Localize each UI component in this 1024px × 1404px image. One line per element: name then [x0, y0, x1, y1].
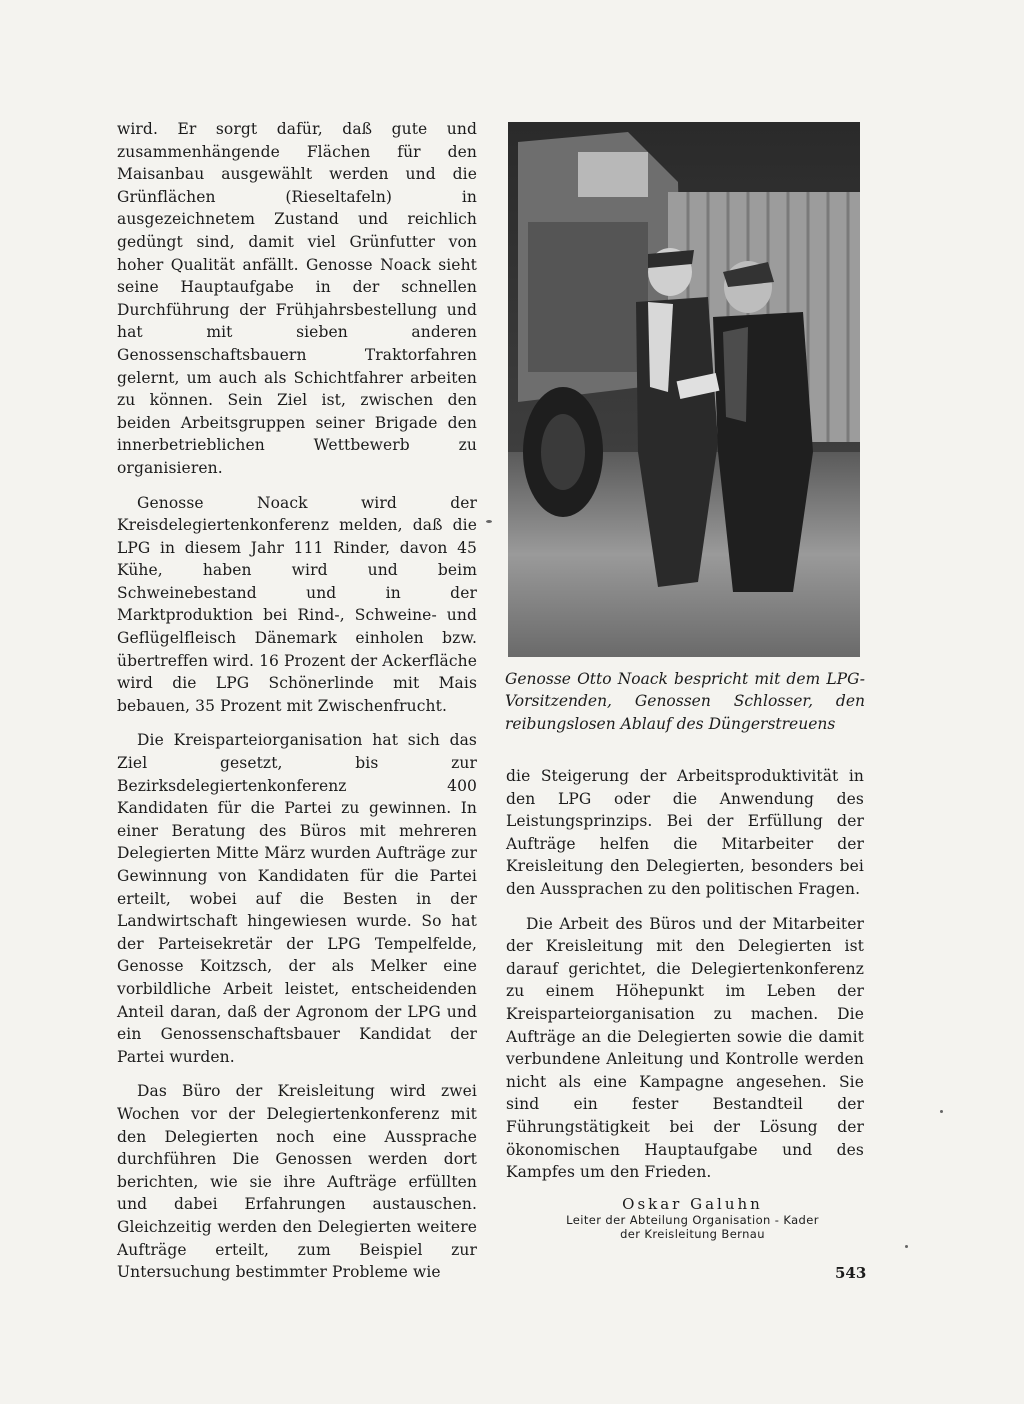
right-text-column	[506, 765, 864, 1196]
photo-caption: Genosse Otto Noack bespricht mit dem LPG-Vorsitzenden, Genossen Schlosser, den reibungslosen Ablauf des Düngerstreuens	[505, 670, 865, 733]
news-photo	[508, 122, 860, 657]
page-number: 543	[835, 1264, 867, 1282]
paragraph: die Steigerung der Arbeitsproduktivität in den LPG oder die Anwendung des Leistungsprinzips. Bei der Erfüllung der Aufträge helfen die Mitarbeiter der Kreisleitung den Delegierten, besonders bei den Aussprachen zu den politischen Fragen.	[506, 767, 864, 898]
scan-speck	[486, 520, 492, 523]
paragraph: Die Arbeit des Büros und der Mitarbeiter der Kreisleitung mit den Delegierten ist darauf gerichtet, die Delegiertenkonferenz zu einem Höhepunkt im Leben der Kreisparteiorganisation zu machen. Die Aufträge an die Delegierten sowie die damit verbundene Anleitung und Kontrolle werden nicht als eine Kampagne angesehen. Sie sind ein fester Bestandteil der Führungstätigkeit bei der Lösung der ökonomischen Hauptaufgabe und des Kampfes um den Frieden.	[506, 914, 864, 1182]
author-title-line2: der Kreisleitung Bernau	[620, 1227, 765, 1241]
left-text-column	[117, 118, 477, 1296]
scan-speck	[940, 1110, 943, 1113]
paragraph: Das Büro der Kreisleitung wird zwei Wochen vor der Delegiertenkonferenz mit den Delegierten noch eine Aussprache durchführen Die Genossen werden dort berichten, wie sie ihre Aufträge erfüllten und dabei Erfahrungen austauschen. Gleichzeitig werden den Delegierten weitere Aufträge erteilt, zum Beispiel zur Untersuchung bestimmter Probleme wie	[117, 1082, 477, 1282]
author-name: Oskar Galuhn	[622, 1195, 763, 1213]
author-signature	[520, 1195, 865, 1241]
paragraph: wird. Er sorgt dafür, daß gute und zusammenhängende Flächen für den Maisanbau ausgewählt werden und die Grünflächen (Rieseltafeln) in ausgezeichnetem Zustand und reichlich gedüngt sind, damit viel Grünfutter von hoher Qualität anfällt. Genosse Noack sieht seine Hauptaufgabe in der schnellen Durchführung der Frühjahrsbestellung und hat mit sieben anderen Genossenschaftsbauern Traktorfahren gelernt, um auch als Schichtfahrer arbeiten zu können. Sein Ziel ist, zwischen den beiden Arbeitsgruppen seiner Brigade den innerbetrieblichen Wettbewerb zu organisieren.	[117, 120, 477, 477]
author-title: Leiter der Abteilung Organisation - Kader	[566, 1213, 819, 1227]
photo-illustration	[508, 122, 860, 657]
scan-speck	[905, 1245, 908, 1248]
paragraph: Genosse Noack wird der Kreisdelegiertenkonferenz melden, daß die LPG in diesem Jahr 111 Rinder, davon 45 Kühe, haben wird und beim Schweinebestand und in der Marktproduktion bei Rind-, Schweine- und Geflügelfleisch Dänemark einholen bzw. übertreffen wird. 16 Prozent der Ackerfläche wird die LPG Schönerlinde mit Mais bebauen, 35 Prozent mit Zwischenfrucht.	[117, 493, 478, 715]
paragraph: Die Kreisparteiorganisation hat sich das Ziel gesetzt, bis zur Bezirksdelegiertenkonferenz 400 Kandidaten für die Partei zu gewinnen. In einer Beratung des Büros mit mehreren Delegierten Mitte März wurden Aufträge zur Gewinnung von Kandidaten für die Partei erteilt, wobei auf die Besten in der Landwirtschaft hingewiesen wurde. So hat der Parteisekretär der LPG Tempelfelde, Genosse Koitzsch, der als Melker eine vorbildliche Arbeit leistet, entscheidenden Anteil daran, daß der Agronom der LPG und ein Genossenschaftsbauer Kandidat der Partei wurden.	[117, 731, 477, 1066]
